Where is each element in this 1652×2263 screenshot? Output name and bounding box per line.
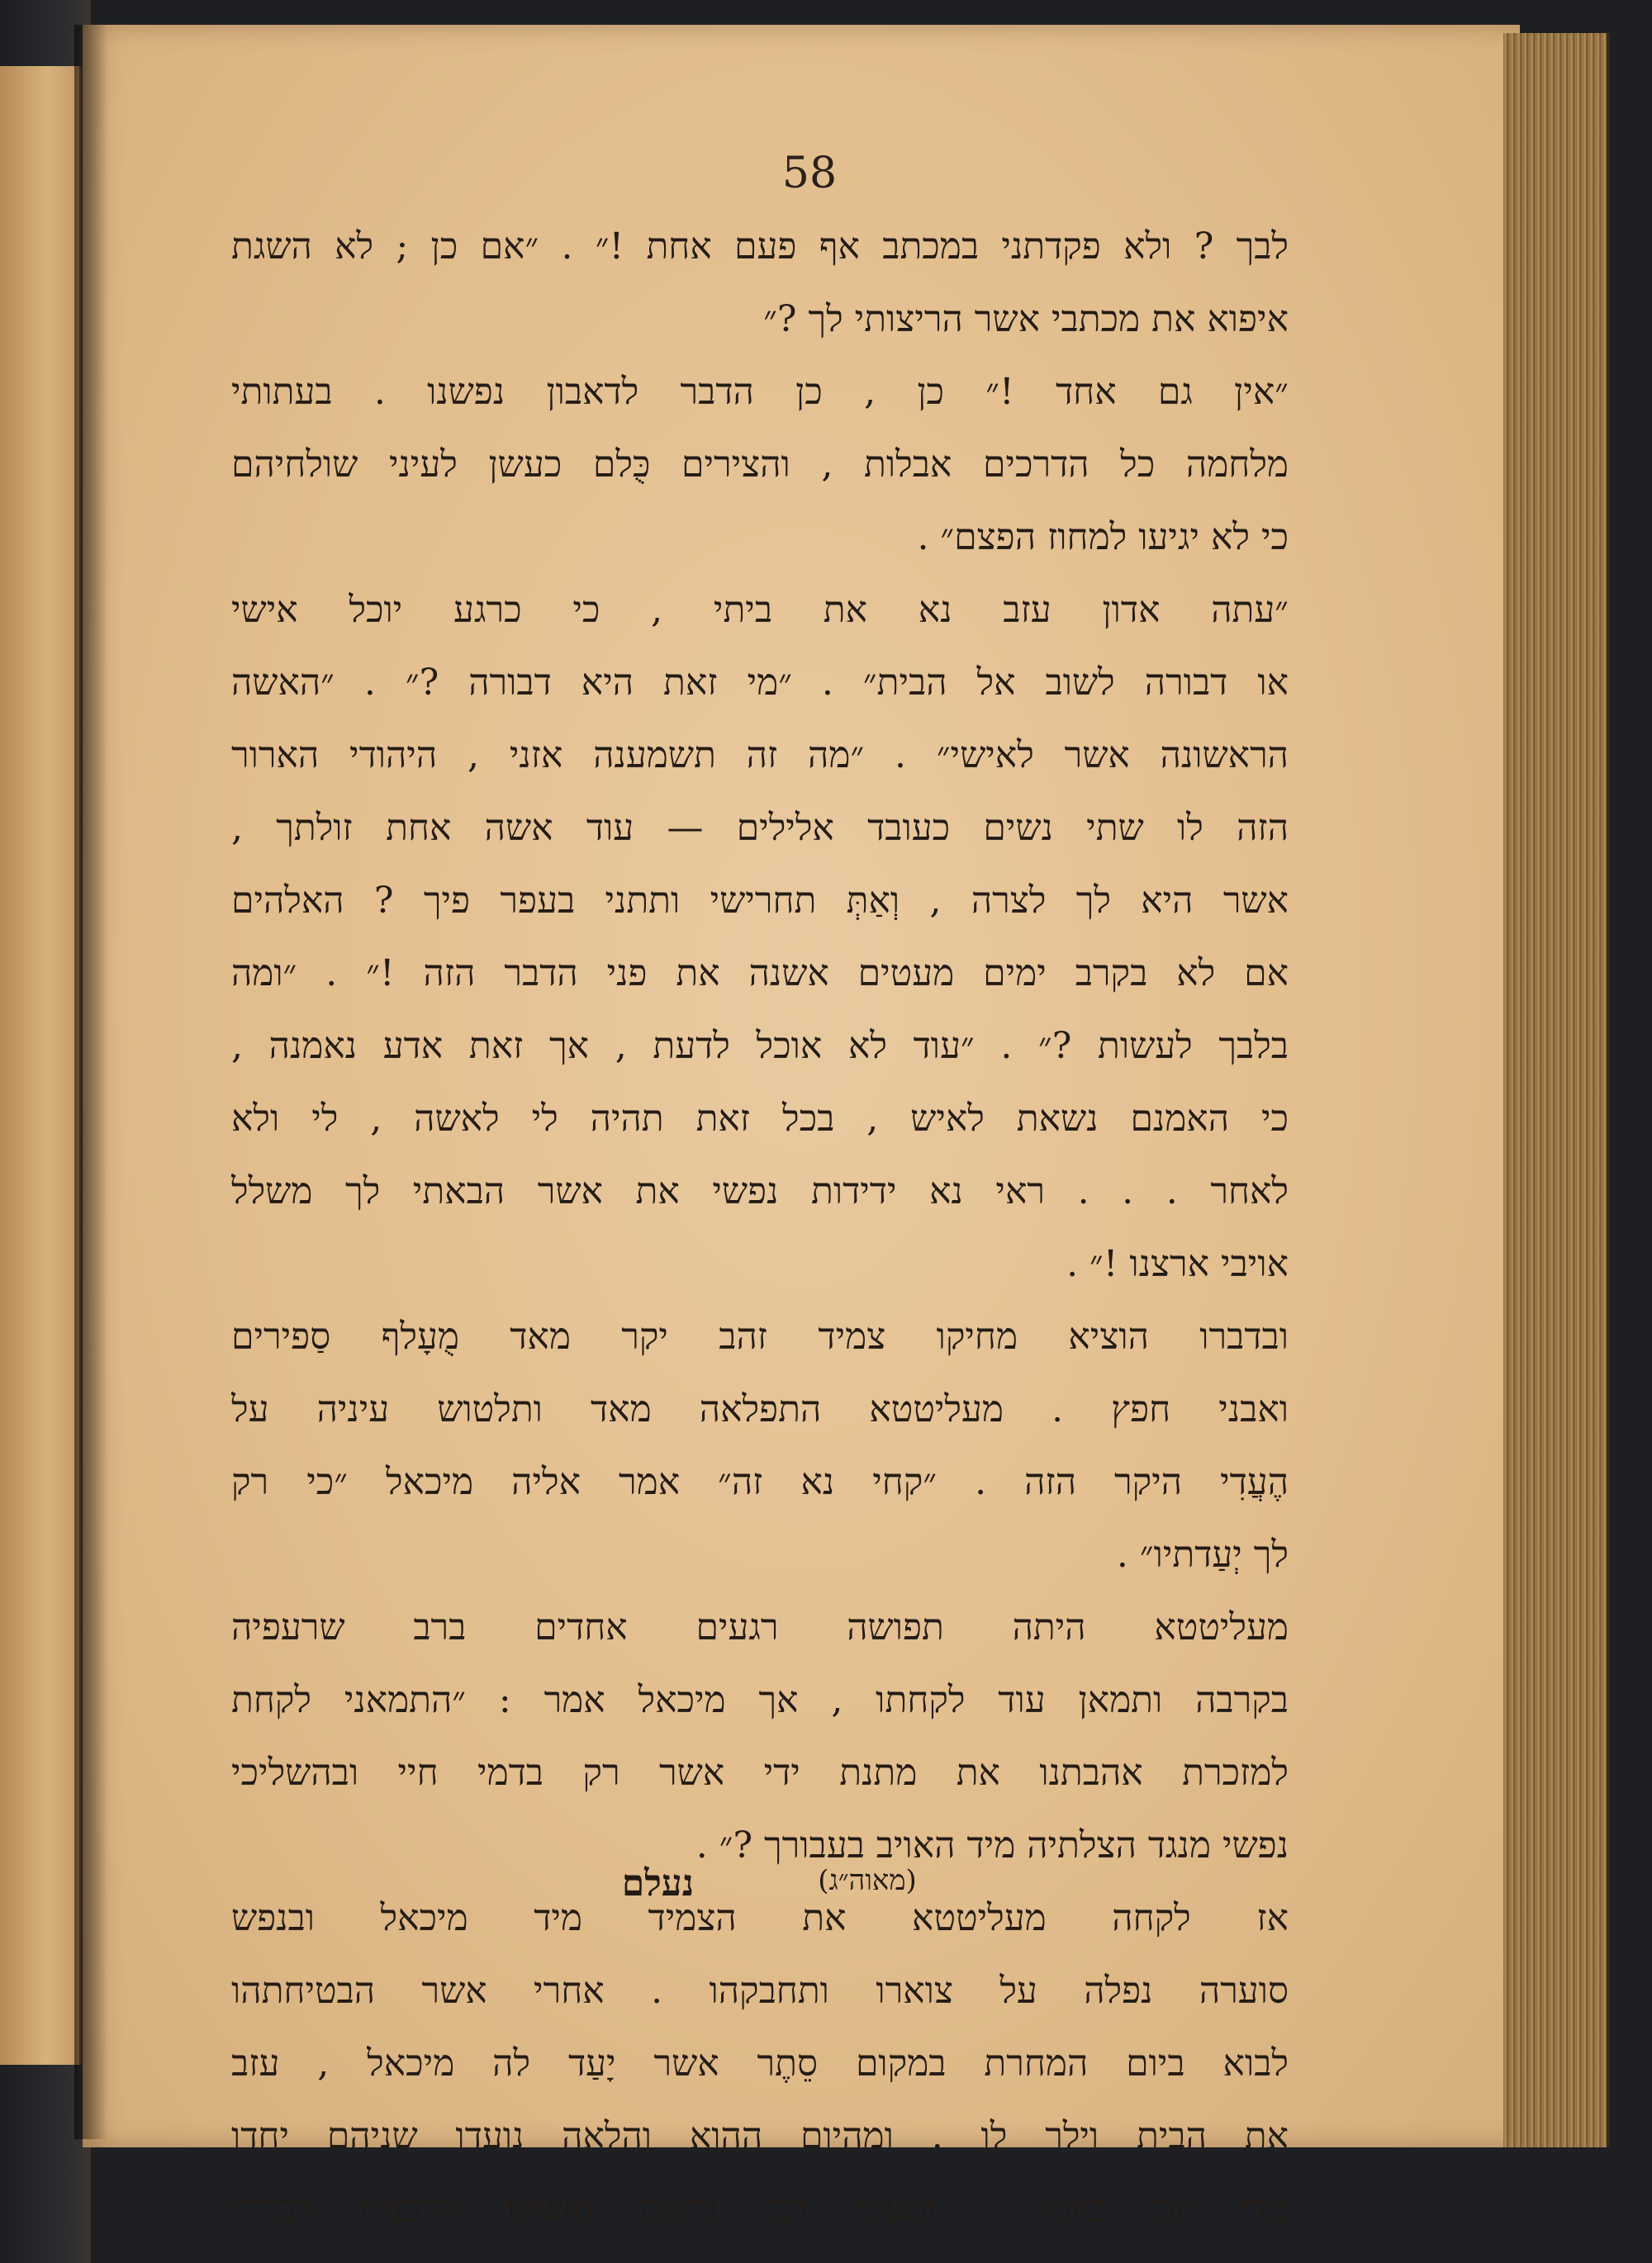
text-line: בלבך לעשות ?״ . ״עוד לא אוכל לדעת , אך זאת אדע נאמנה , [231,1025,1289,1067]
text-line: כי לא יגיעו למחוז הפצם״ . [917,516,1289,558]
text-line: ״אין גם אחד !״ כן , כן הדבר לדאבון נפשנו . בעתותי [231,371,1289,413]
text-line: אז לקחה מעליטטא את הצמיד מיד מיכאל ובנפש [231,1897,1289,1939]
spine-shadow [74,25,107,2139]
text-line: בקרבה ותמאן עוד לקחתו , אך מיכאל אמר : ״התמאני לקחת [231,1679,1289,1721]
text-line: אשר היא לך לצרה , וְאַתְּ תחרישי ותתני בעפר פיך ? האלהים [231,880,1289,922]
text-line: נפשי מנגד הצלתיה מיד האויב בעבורך ?״ . [695,1824,1289,1867]
page-stack-edge [1503,33,1610,2147]
text-line: לך יְעַדתיו״ . [1116,1534,1289,1576]
text-line: מדי יום ביומו . ומעיני רבי גרשם ואשתו הרבנית דבורה [231,2188,1289,2230]
text-line: למזכרת אהבתנו את מתנת ידי אשר רק בדמי חיי ובהשליכי [231,1752,1289,1794]
text-line: אויבי ארצנו !״ . [1066,1243,1289,1285]
text-line: לאחר . . . ראי נא ידידות נפשי את אשר הבאתי לך משלל [231,1170,1289,1212]
text-line: הזה לו שתי נשים כעובד אלילים — עוד אשה אחת זולתך , [231,807,1289,849]
text-line: לבוא ביום המחרת במקום סֵתֶר אשר יָעַד לה מיכאל , עזב [231,2042,1289,2085]
catchword: נעלם [621,1862,694,1905]
text-line: מעליטטא היתה תפושה רגעים אחדים ברב שרעפיה [231,1606,1289,1649]
text-line: או דבורה לשוב אל הבית״ . ״מי זאת היא דבורה ?״ . ״האשה [231,662,1289,704]
text-line: אם לא בקרב ימים מעטים אשנה את פני הדבר הזה !״ . ״ומה [231,952,1289,994]
page-number: 58 [781,149,838,198]
page-footer [215,1862,1289,1929]
left-page-edge [0,66,82,2065]
text-line: ואבני חפץ . מעליטטא התפלאה מאד ותלטוש עיניה על [231,1388,1289,1430]
text-line: ״עתה אדון עזב נא את ביתי , כי כרגע יוכל אישי [231,589,1289,631]
text-line: ובדברו הוציא מחיקו צמיד זהב יקר מאד מֻעָלף סַפירים [231,1316,1289,1358]
text-line: הראשונה אשר לאישי״ . ״מה זה תשמענה אזני , היהודי הארור [231,734,1289,776]
text-line: כי האמנם נשאת לאיש , בכל זאת תהיה לי לאשה , לי ולא [231,1098,1289,1140]
body-text [231,211,1289,2246]
text-line: סוערה נפלה על צוארו ותחבקהו . אחרי אשר הבטיחתהו [231,1970,1289,2012]
text-line: מלחמה כל הדרכים אבלות , והצירים כֻּלם כעשן לעיני שולחיהם [231,444,1289,486]
signature-mark: (מאוה״ג) [818,1864,917,1897]
book-page [83,25,1520,2230]
text-line: הֶעֲדִי היקר הזה . ״קחי נא זה״ אמר אליה מיכאל ״כי רק [231,1461,1289,1503]
text-line: לבך ? ולא פקדתני במכתב אף פעם אחת !״ . ״אם כן ; לא השגת [231,225,1289,268]
text-line: את הבית וילך לו . ומהיום ההוא והלאה נועדו שניהם יחדו [231,2115,1289,2157]
text-line: איפוא את מכתבי אשר הריצותי לך ?״ [763,298,1289,340]
